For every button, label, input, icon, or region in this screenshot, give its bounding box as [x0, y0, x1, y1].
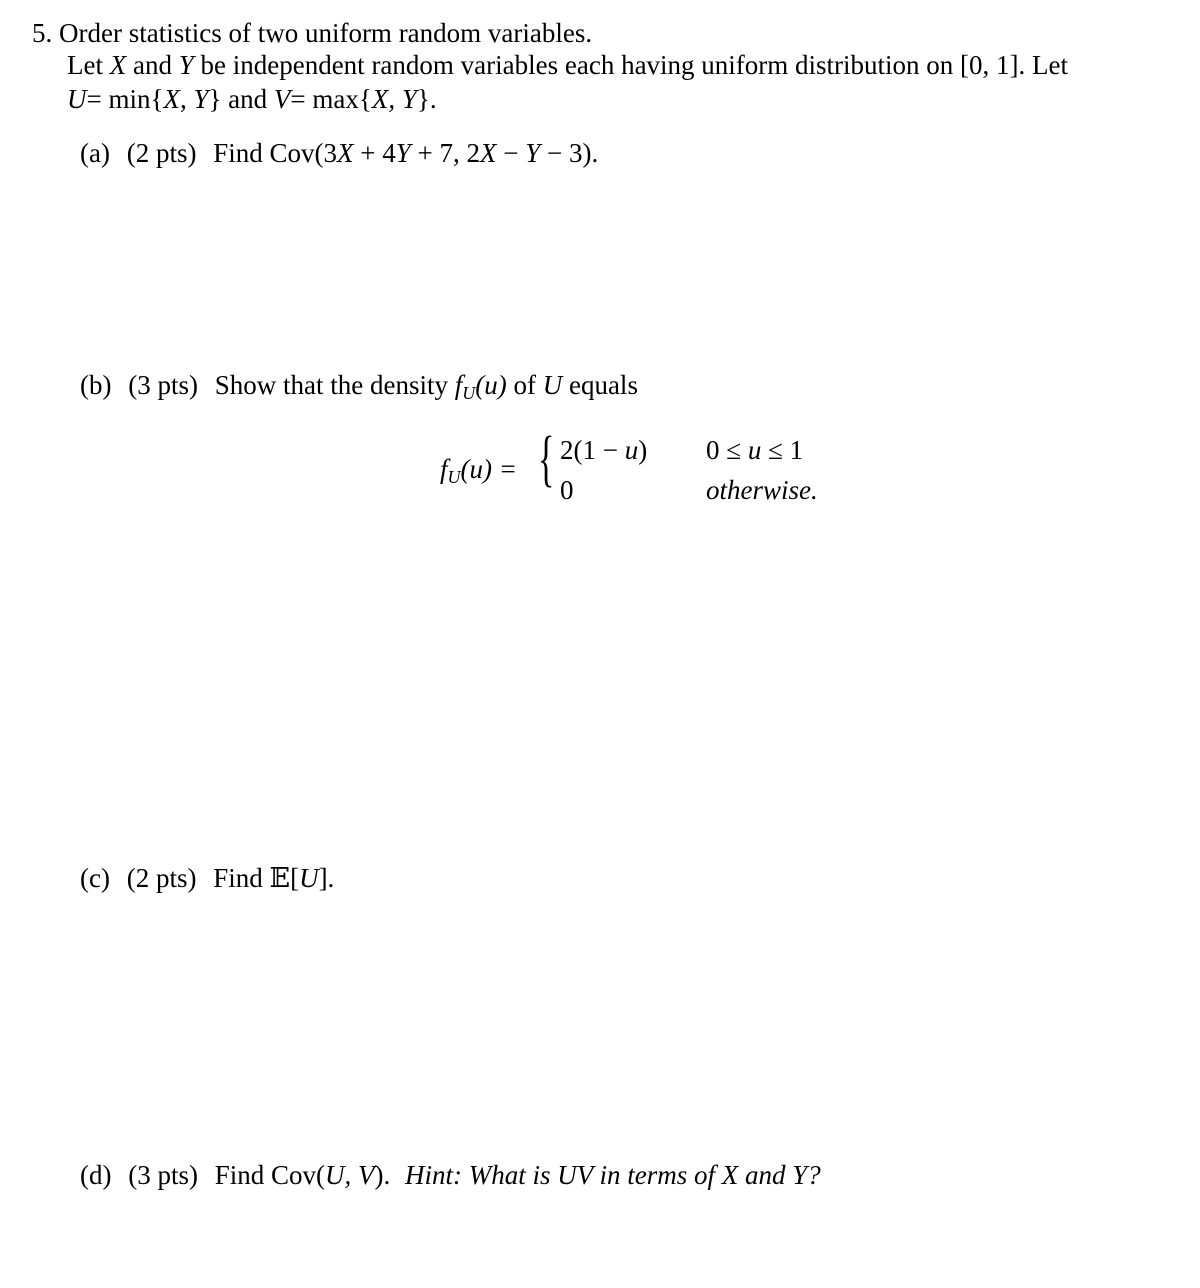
var-x: X	[109, 50, 127, 80]
part-c	[80, 865, 334, 892]
intro-text: }.	[416, 84, 437, 114]
problem-heading	[32, 20, 592, 47]
part-b-label: (b)	[80, 370, 112, 400]
density-case-1-expression	[560, 437, 647, 464]
part-c-text: Find 𝔼[	[213, 863, 300, 893]
density-subscript: U	[447, 467, 461, 487]
density-case-2-expression: 0	[560, 475, 574, 505]
part-b-text: of	[513, 370, 536, 400]
part-c-points: (2 pts)	[126, 863, 197, 893]
intro-text: = max{	[290, 84, 372, 114]
var-y: Y	[525, 138, 541, 168]
problem-title: Order statistics of two uniform random variables.	[59, 18, 593, 48]
intro-text: be independent random variables each having uniform distribution on [0, 1]. Let	[200, 50, 1069, 80]
vars-uv: U, V	[325, 1160, 375, 1190]
part-c-text: ].	[318, 863, 335, 893]
part-a-text: − 3).	[547, 138, 599, 168]
var-u: U	[542, 370, 563, 400]
part-d-text: ).	[374, 1160, 391, 1190]
density-lhs	[440, 456, 517, 486]
part-d-label: (d)	[80, 1160, 112, 1190]
intro-text: Let	[67, 50, 103, 80]
var-u: U	[67, 84, 87, 114]
density-arg: (u) =	[460, 454, 517, 484]
part-b-points: (3 pts)	[128, 370, 198, 400]
part-d-points: (3 pts)	[128, 1160, 198, 1190]
intro-text: } and	[208, 84, 268, 114]
var-y: Y	[178, 50, 194, 80]
var-x: X	[480, 138, 497, 168]
var-v: V	[273, 84, 291, 114]
part-a-text: + 4	[360, 138, 396, 168]
problem-number: 5.	[32, 18, 53, 48]
part-d-hint: Hint: What is UV in terms of X and Y?	[405, 1160, 821, 1190]
intro-text: and	[132, 50, 172, 80]
problem-intro-line-1	[67, 52, 1068, 79]
part-a-text: + 7, 2	[417, 138, 480, 168]
part-a	[80, 140, 598, 167]
density-arg: (u)	[475, 370, 507, 400]
density-case-2-condition: otherwise.	[706, 475, 818, 505]
part-c-label: (c)	[80, 863, 110, 893]
part-b	[80, 372, 638, 402]
var-u: u	[624, 435, 639, 465]
density-case-1-condition	[706, 437, 803, 464]
part-a-label: (a)	[80, 138, 110, 168]
density-f: f	[454, 370, 463, 400]
var-u: u	[747, 435, 762, 465]
var-u: U	[299, 863, 319, 893]
part-a-text: −	[503, 138, 519, 168]
case-1-cond-text: 0 ≤	[706, 435, 742, 465]
part-d	[80, 1162, 821, 1189]
density-f: f	[440, 454, 448, 484]
case-1-expr-text: )	[638, 435, 648, 465]
var-x: X	[337, 138, 354, 168]
var-y: Y	[395, 138, 411, 168]
density-subscript: U	[462, 383, 476, 403]
case-1-cond-text: ≤ 1	[768, 435, 804, 465]
part-d-text: Find Cov(	[214, 1160, 326, 1190]
part-a-text: Find Cov(3	[213, 138, 337, 168]
vars-xy: X, Y	[371, 84, 417, 114]
intro-text: = min{	[86, 84, 164, 114]
part-a-points: (2 pts)	[126, 138, 197, 168]
case-1-expr-text: 2(1 −	[560, 435, 618, 465]
part-b-text: equals	[568, 370, 638, 400]
problem-intro-line-2	[67, 86, 437, 113]
piecewise-brace: {	[538, 425, 555, 493]
vars-xy: X, Y	[163, 84, 209, 114]
part-b-text: Show that the density	[214, 370, 448, 400]
